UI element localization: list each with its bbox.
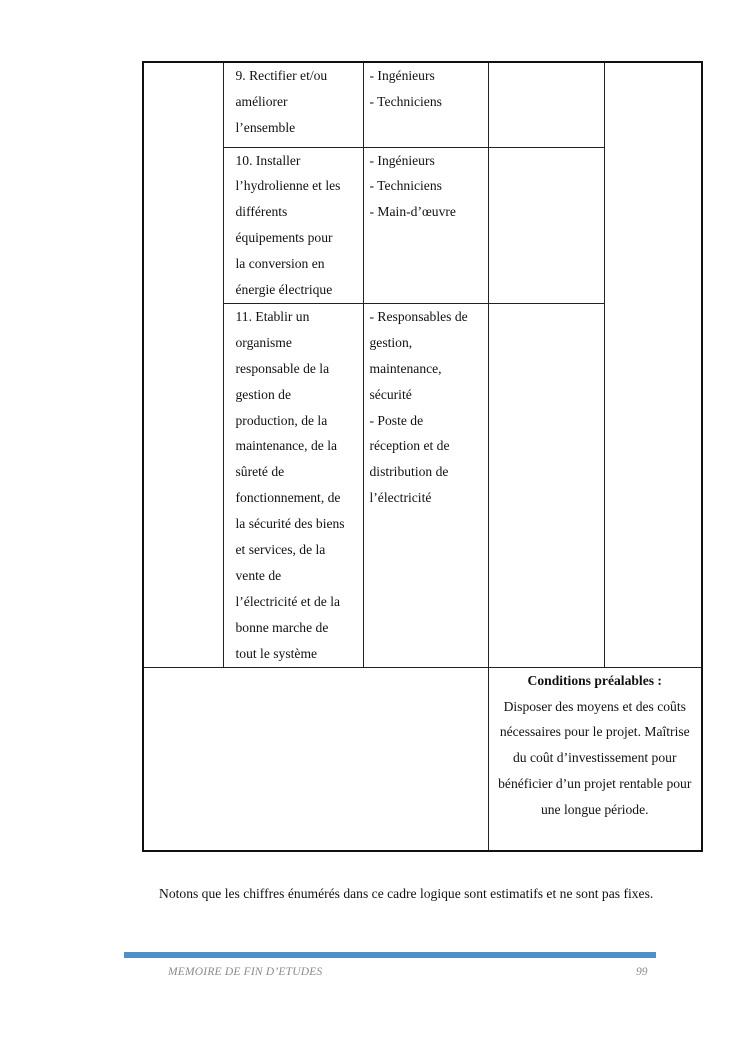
conditions-title: Conditions préalables : (527, 672, 662, 688)
empty-cell-left (143, 62, 223, 667)
footer-title: MEMOIRE DE FIN D’ETUDES (168, 966, 323, 978)
empty-conditions-left (143, 667, 488, 851)
activity-cell (223, 62, 363, 147)
conditions-cell (488, 667, 702, 851)
note-paragraph: Notons que les chiffres énumérés dans ce cadre logique sont estimatifs et ne sont pas fixes. (159, 886, 654, 901)
footer-divider (124, 952, 656, 958)
empty-cell (488, 62, 604, 147)
conditions-row (143, 667, 702, 851)
resources-cell (363, 62, 488, 147)
resources-text: - Ingénieurs - Techniciens - Main-d’œuvre (369, 152, 456, 220)
page-number: 99 (636, 966, 648, 978)
resources-cell (363, 147, 488, 303)
empty-cell (488, 147, 604, 303)
empty-cell (488, 303, 604, 667)
resources-text: - Ingénieurs - Techniciens (369, 68, 442, 109)
activity-text: 10. Installer l’hydrolienne et les différents équipements pour la conversion en énergie électrique (235, 152, 341, 298)
conditions-body: Disposer des moyens et des coûts nécessaires pour le projet. Maîtrise du coût d’investissement pour bénéficier d’un projet rentable pour une longue période. (498, 698, 692, 818)
activity-cell (223, 147, 363, 303)
activity-text: 9. Rectifier et/ou améliorer l’ensemble (235, 68, 328, 135)
activity-cell (223, 303, 363, 667)
activity-text: 11. Etablir un organisme responsable de la gestion de production, de la maintenance, de la sûreté de fonctionnement, de la sécurité des biens et services, de la vente de l’électricité et de la bonne marche de tout le système (235, 308, 345, 661)
empty-cell-right (604, 62, 702, 667)
logical-framework-table (142, 61, 703, 852)
resources-cell (363, 303, 488, 667)
resources-text: - Responsables de gestion, maintenance, sécurité - Poste de réception et de distribution de l’électricité (369, 308, 468, 506)
table-row (143, 62, 702, 147)
